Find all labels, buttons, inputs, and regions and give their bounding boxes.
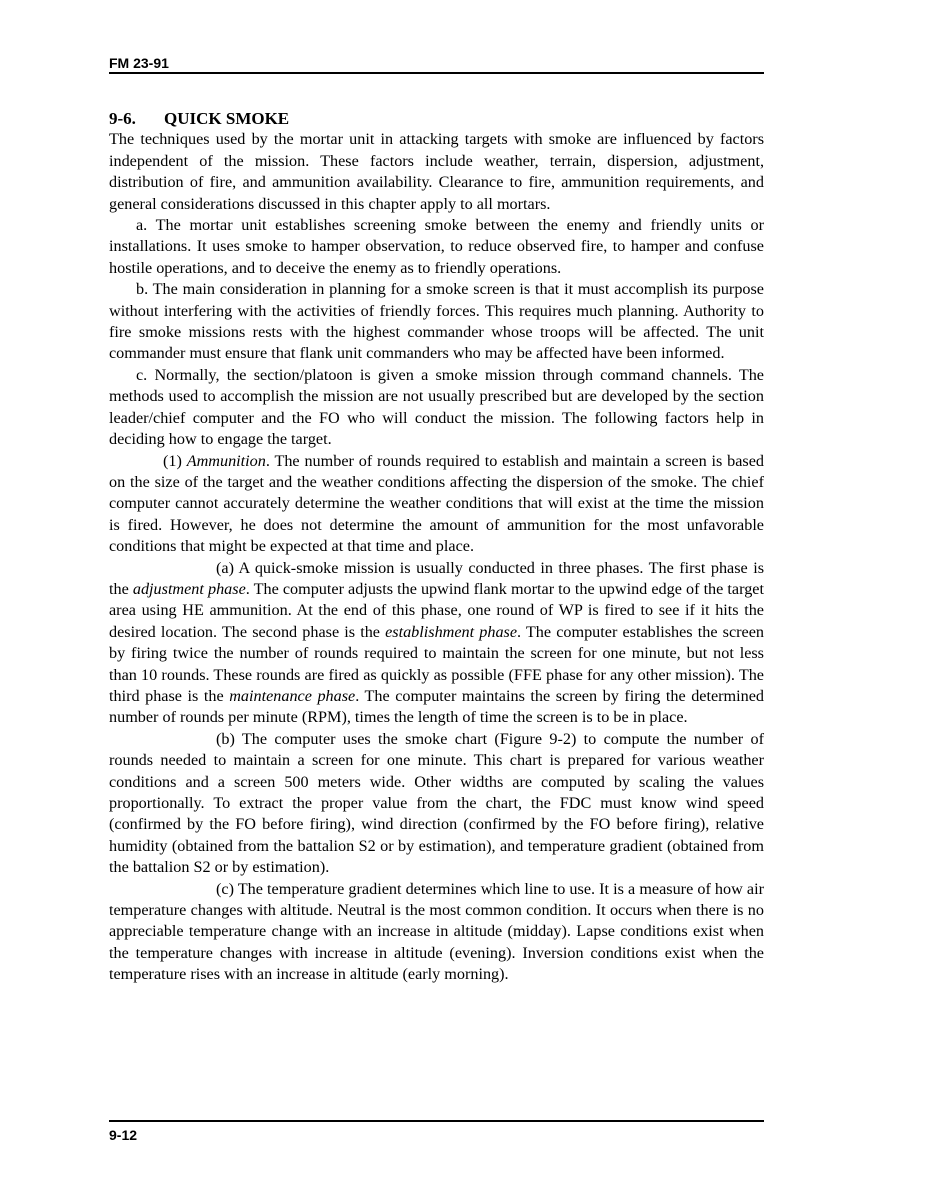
manual-header: FM 23-91 bbox=[109, 55, 169, 71]
c1a-text-1: (a) A quick-smoke mission is usually conducted in three phases. The first phase is the bbox=[109, 558, 764, 598]
section-heading bbox=[109, 108, 764, 129]
page-number: 9-12 bbox=[109, 1127, 138, 1143]
section-number: 9-6. bbox=[109, 109, 136, 128]
paragraph-b: b. The main consideration in planning for a smoke screen is that it must accomplish its purpose without interfering with the activities of friendly forces. This requires much planning. Authority to fire smoke missions rests with the highest commander whose troops will be affected. The unit commander must ensure that flank unit commanders who may be affected have been informed. bbox=[109, 280, 764, 363]
paragraph-a: a. The mortar unit establishes screening smoke between the enemy and friendly units or installations. It uses smoke to hamper observation, to reduce observed fire, to hamper and confuse hostile operations, and to deceive the enemy as to friendly operations. bbox=[109, 216, 764, 277]
c1a-text-3: . The computer establishes the screen by firing twice the number of rounds required to maintain the screen for one minute, but not less than 10 rounds. These rounds are fired as quickly as possible (FFE phase for any other mission). The third phase is the bbox=[109, 622, 764, 705]
c1a-emphasis-3: maintenance phase bbox=[229, 686, 356, 705]
paragraph-intro: The techniques used by the mortar unit in attacking targets with smoke are influenced by factors independent of the mission. These factors include weather, terrain, dispersion, adjustment, distribution of fire, and ammunition availability. Clearance to fire, ammunition requirements, and general considerations discussed in this chapter apply to all mortars. bbox=[109, 130, 764, 213]
c1-prefix: (1) bbox=[163, 451, 187, 470]
c1a-text-2: . The computer adjusts the upwind flank mortar to the upwind edge of the target area using HE ammunition. At the end of this phase, one round of WP is fired to see if it hits the desired location. The second phase is the bbox=[109, 579, 764, 641]
c1a-text-4: . The computer maintains the screen by firing the determined number of rounds per minute (RPM), times the length of time the screen is to be in place. bbox=[109, 686, 764, 727]
body-text bbox=[109, 108, 764, 986]
c1a-emphasis-2: establishment phase bbox=[385, 622, 518, 641]
paragraph-c1a bbox=[109, 558, 764, 729]
paragraph-c: c. Normally, the section/platoon is given a smoke mission through command channels. The methods used to accomplish the mission are not usually prescribed but are developed by the section leader/chief computer and the FO who will conduct the mission. The following factors help in deciding how to engage the target. bbox=[109, 365, 764, 449]
section-title: QUICK SMOKE bbox=[164, 109, 290, 128]
paragraph-c1b: (b) The computer uses the smoke chart (Figure 9-2) to compute the number of rounds needed to maintain a screen for one minute. This chart is prepared for various weather conditions and a screen 500 meters wide. Other widths are computed by scaling the values proportionally. To extract the proper value from the chart, the FDC must know wind speed (confirmed by the FO before firing), wind direction (confirmed by the FO before firing), relative humidity (obtained from the battalion S2 or by estimation), and temperature gradient (obtained from the battalion S2 or by estimation). bbox=[109, 729, 764, 877]
c1-text: . The number of rounds required to establish and maintain a screen is based on the size of the target and the weather conditions affecting the dispersion of the smoke. The chief computer cannot accurately determine the weather conditions that will exist at the time the mission is fired. However, he does not determine the amount of ammunition for the most unfavorable conditions that might be expected at that time and place. bbox=[109, 451, 765, 556]
paragraph-c1 bbox=[109, 451, 764, 558]
c1a-emphasis-1: adjustment phase bbox=[132, 579, 246, 598]
paragraph-c1c: (c) The temperature gradient determines which line to use. It is a measure of how air temperature changes with altitude. Neutral is the most common condition. It occurs when there is no appreciable temperature change with an increase in altitude (midday). Lapse conditions exist when the temperature changes with increase in altitude (evening). Inversion conditions exist when the temperature rises with an increase in altitude (early morning). bbox=[109, 879, 764, 984]
c1-term: Ammunition bbox=[186, 451, 266, 470]
header-rule bbox=[109, 72, 764, 74]
footer-rule bbox=[109, 1120, 764, 1122]
